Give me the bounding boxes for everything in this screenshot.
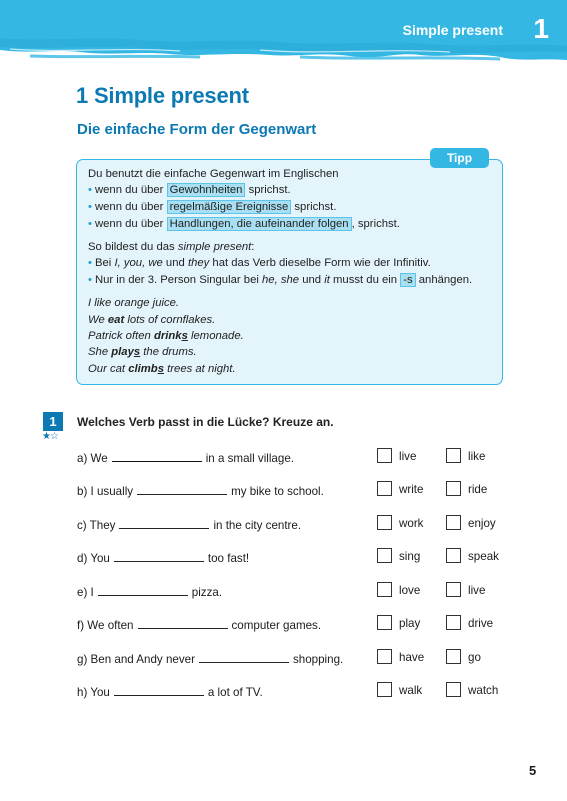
tip-intro: Du benutzt die einfache Gegenwart im Englischen xyxy=(88,168,339,180)
exercise-item xyxy=(77,682,537,700)
text: So bildest du das xyxy=(88,241,178,253)
example-sentence xyxy=(88,346,197,358)
text: Bei xyxy=(94,257,115,269)
option-label: drive xyxy=(468,617,494,630)
option-checkbox[interactable] xyxy=(446,582,461,597)
example-sentence xyxy=(88,363,236,375)
sentence xyxy=(77,584,222,599)
option-checkbox[interactable] xyxy=(377,548,392,563)
page-title: 1 Simple present xyxy=(76,83,249,108)
text: musst du ein xyxy=(329,274,401,286)
sentence-end: computer games. xyxy=(231,619,322,632)
sentence-start: g) Ben and Andy never xyxy=(77,653,195,666)
verb-suffix: s xyxy=(157,363,164,375)
verb-suffix: s xyxy=(133,346,141,358)
answer-gap[interactable] xyxy=(138,617,228,629)
sentence-end: a lot of TV. xyxy=(207,686,263,699)
bullet-icon: • xyxy=(88,257,92,269)
sentence-end: too fast! xyxy=(207,552,250,565)
text: hat das Verb dieselbe Form wie der Infinitiv. xyxy=(209,257,431,269)
option-checkbox[interactable] xyxy=(446,548,461,563)
sentence-end: in a small village. xyxy=(205,452,294,465)
highlight: regelmäßige Ereignisse xyxy=(167,200,292,214)
bullet-text: , sprichst. xyxy=(351,218,400,230)
answer-gap[interactable] xyxy=(98,584,188,596)
option-checkbox[interactable] xyxy=(446,649,461,664)
exercise-item xyxy=(77,615,537,633)
sentence-start: f) We often xyxy=(77,619,134,632)
tip-use-bullet xyxy=(88,201,336,213)
option-checkbox[interactable] xyxy=(377,615,392,630)
text: the drums. xyxy=(140,346,197,358)
exercise-item xyxy=(77,481,537,499)
answer-gap[interactable] xyxy=(114,550,204,562)
example-sentence xyxy=(88,314,215,326)
sentence-start: b) I usually xyxy=(77,485,134,498)
term: they xyxy=(187,257,210,269)
exercise-item xyxy=(77,548,537,566)
option-label: ride xyxy=(468,483,488,496)
option-label: enjoy xyxy=(468,517,496,530)
option-label: love xyxy=(399,584,421,597)
answer-gap[interactable] xyxy=(112,450,202,462)
verb: drink xyxy=(153,330,182,342)
option-checkbox[interactable] xyxy=(377,515,392,530)
tip-badge: Tipp xyxy=(430,148,489,168)
answer-gap[interactable] xyxy=(199,651,289,663)
sentence xyxy=(77,517,301,532)
option-checkbox[interactable] xyxy=(446,481,461,496)
sentence xyxy=(77,550,249,565)
sentence-start: e) I xyxy=(77,586,94,599)
bullet-text: sprichst. xyxy=(291,201,337,213)
option-checkbox[interactable] xyxy=(446,615,461,630)
sentence-start: c) They xyxy=(77,519,116,532)
header-section-title: Simple present xyxy=(402,22,503,38)
bullet-icon: • xyxy=(88,184,92,196)
example-sentence xyxy=(88,297,179,309)
sentence-start: d) You xyxy=(77,552,110,565)
highlight: Handlungen, die aufeinander folgen xyxy=(167,217,352,231)
term: it xyxy=(324,274,330,286)
tip-form-intro xyxy=(88,241,254,253)
option-checkbox[interactable] xyxy=(377,448,392,463)
option-label: live xyxy=(399,450,417,463)
sentence-end: pizza. xyxy=(191,586,223,599)
bullet-icon: • xyxy=(88,201,92,213)
sentence xyxy=(77,617,321,632)
term: simple present xyxy=(177,241,252,253)
text: lemonade. xyxy=(187,330,244,342)
option-checkbox[interactable] xyxy=(377,582,392,597)
sentence-end: shopping. xyxy=(292,653,344,666)
exercise-item xyxy=(77,448,537,466)
bullet-icon: • xyxy=(88,274,92,286)
verb: eat xyxy=(107,314,125,326)
option-label: sing xyxy=(399,550,421,563)
bullet-text: wenn du über xyxy=(94,184,167,196)
tip-rule-bullet xyxy=(88,257,431,269)
tip-rule-bullet xyxy=(88,274,472,286)
option-checkbox[interactable] xyxy=(446,515,461,530)
bullet-icon: • xyxy=(88,218,92,230)
option-label: walk xyxy=(399,684,423,697)
answer-gap[interactable] xyxy=(114,684,204,696)
verb: climb xyxy=(128,363,158,375)
sentence-end: my bike to school. xyxy=(231,485,324,498)
sentence xyxy=(77,684,263,699)
tip-use-bullet xyxy=(88,184,291,196)
sentence-end: in the city centre. xyxy=(213,519,302,532)
option-label: like xyxy=(468,450,486,463)
text: Nur in der 3. Person Singular bei xyxy=(94,274,263,286)
option-checkbox[interactable] xyxy=(377,481,392,496)
text: und xyxy=(162,257,188,269)
option-checkbox[interactable] xyxy=(446,682,461,697)
option-label: live xyxy=(468,584,486,597)
highlight: Gewohnheiten xyxy=(167,183,246,197)
text: She xyxy=(88,346,112,358)
page-number: 5 xyxy=(529,763,537,778)
sentence xyxy=(77,483,324,498)
option-label: write xyxy=(399,483,424,496)
exercise-item xyxy=(77,649,537,667)
term: he, she xyxy=(262,274,300,286)
bullet-text: wenn du über xyxy=(94,201,167,213)
text: und xyxy=(299,274,325,286)
text: lots of cornflakes. xyxy=(124,314,216,326)
text: I like orange juice. xyxy=(88,297,180,309)
option-checkbox[interactable] xyxy=(446,448,461,463)
bullet-text: wenn du über xyxy=(94,218,167,230)
option-label: have xyxy=(399,651,425,664)
answer-gap[interactable] xyxy=(119,517,209,529)
option-label: watch xyxy=(468,684,499,697)
term: I, you, we xyxy=(114,257,163,269)
text: We xyxy=(88,314,108,326)
exercise-instruction: Welches Verb passt in die Lücke? Kreuze an. xyxy=(77,415,334,429)
option-checkbox[interactable] xyxy=(377,682,392,697)
tip-use-bullet xyxy=(88,218,400,230)
sentence-start: h) You xyxy=(77,686,110,699)
bullet-text: sprichst. xyxy=(245,184,291,196)
sentence-start: a) We xyxy=(77,452,108,465)
sentence xyxy=(77,450,294,465)
verb-suffix: s xyxy=(181,330,188,342)
sentence xyxy=(77,651,343,666)
text: : xyxy=(251,241,255,253)
text: trees at night. xyxy=(164,363,236,375)
text: Our cat xyxy=(88,363,129,375)
header-chapter-number: 1 xyxy=(533,13,549,44)
option-label: play xyxy=(399,617,421,630)
exercise-number-badge: 1 xyxy=(43,412,63,431)
text: Patrick often xyxy=(88,330,154,342)
page-subtitle: Die einfache Form der Gegenwart xyxy=(77,121,317,138)
verb: play xyxy=(111,346,134,358)
header-banner xyxy=(0,0,567,66)
highlight: -s xyxy=(400,273,415,287)
exercise-item xyxy=(77,515,537,533)
exercise-item xyxy=(77,582,537,600)
text: anhängen. xyxy=(415,274,473,286)
option-label: work xyxy=(399,517,424,530)
difficulty-stars-icon: ★☆ xyxy=(42,431,58,442)
answer-gap[interactable] xyxy=(137,483,227,495)
option-label: go xyxy=(468,651,481,664)
example-sentence xyxy=(88,330,244,342)
option-label: speak xyxy=(468,550,499,563)
option-checkbox[interactable] xyxy=(377,649,392,664)
